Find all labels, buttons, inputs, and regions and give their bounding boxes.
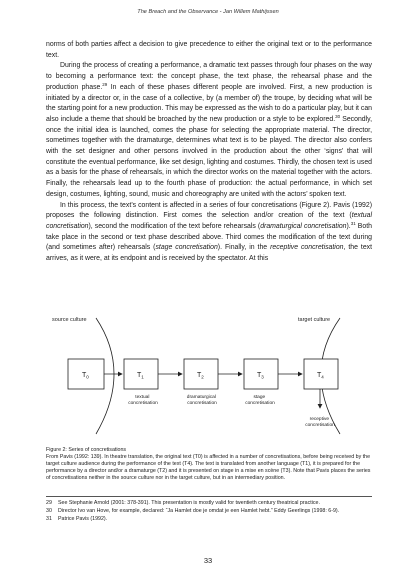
footnote-text: See Stephanie Arnold (2001: 378-391). This presentation is mostly valid for twentieth century theatrical practice. bbox=[58, 500, 320, 506]
term-textual-concretisation: textual concretisation bbox=[46, 212, 372, 230]
paragraph-3 bbox=[46, 201, 372, 265]
figure-caption bbox=[46, 447, 372, 482]
footnote-divider bbox=[46, 496, 372, 497]
body-text bbox=[46, 40, 372, 265]
footnote-ref-31[interactable]: 31 bbox=[350, 220, 356, 226]
textual-concretisation-label: textual concretisation bbox=[128, 395, 158, 406]
receptive-concretisation-label: receptive concretisation bbox=[305, 417, 335, 428]
paragraph-3-part-b: ), second the modification of the text before rehearsals ( bbox=[88, 222, 261, 230]
paragraph-3-part-a: In this process, the text’s content is affected in a series of four concretisations (Figure 2). Pavis (1992) proposes the following distinction. First comes the selection and/or creation of the text ( bbox=[46, 201, 372, 220]
term-receptive-concretisation: receptive concretisation bbox=[270, 244, 344, 252]
box-label-t1: $T_1$ bbox=[137, 372, 144, 380]
dramaturgical-concretisation-label: dramaturgical concretisation bbox=[186, 395, 217, 406]
paragraph-2-part-c: Secondly, once the initial idea is launched, comes the phase for selecting the appropriate material. The director, sometimes together with the dramaturge, determines what text is to be played. The director also confers with the set designer and other persons involved in the production about the other ‘signs’ that will constitute the eventual performance, like set design, lighting and costumes. Thirdly, the chosen text is used as a basis for the phase of rehearsals, in which the director works on the material together with the actors. Finally, the rehearsals lead up to the fourth phase of production: the actual performance, in which set design, costumes, lighting, sound, music and choreography are united with the actors’ spoken text. bbox=[46, 115, 373, 198]
box-label-t0: $T_0$ bbox=[82, 372, 89, 380]
footnote-number: 29 bbox=[46, 500, 52, 506]
source-culture-label: source culture bbox=[52, 317, 87, 323]
footnote-number: 31 bbox=[46, 515, 52, 522]
footnote-ref-30[interactable]: 30 bbox=[335, 113, 341, 119]
paragraph-3-part-e: ). Finally, in the bbox=[217, 244, 271, 252]
box-label-t3: $T_3$ bbox=[257, 372, 264, 380]
footnote-item bbox=[46, 508, 372, 515]
term-stage-concretisation: stage concretisation bbox=[155, 244, 218, 252]
footnotes bbox=[46, 500, 372, 523]
figure-caption-text: From Pavis (1992: 139). In theatre translation, the original text (T0) is affected in a number of concretisations, before being received by the target culture audience during the performance of the text (T4). The text is translated from another language (T1), it is prepared for the performance by a director and/or a dramaturge (T2) and it is presented on stage in a mise en scène (T3). Note that Pavis places the series of concretisations neither in the source culture nor in the target culture, but in an intermediary position. bbox=[46, 454, 371, 481]
stage-concretisation-label: stage concretisation bbox=[245, 395, 275, 406]
page-number: 33 bbox=[203, 556, 213, 565]
paragraph-3-part-d: Both take place in the second or text phase described above. Third comes the modification of the text during (and sometimes after) rehearsals ( bbox=[46, 222, 372, 252]
footnote-number: 30 bbox=[46, 507, 52, 514]
paragraph-1: norms of both parties affect a decision to give precedence to either the original text or to the performance text. bbox=[46, 41, 372, 59]
footnote-item bbox=[46, 516, 372, 523]
footnote-text: Director Ivo van Hove, for example, declared: “Ja Hamlet doe je omdat je een Hamlet hebt.” Eddy Geerlings (1998: 6-9). bbox=[58, 507, 340, 514]
concretisation-diagram bbox=[46, 312, 372, 442]
target-culture-label: target culture bbox=[298, 317, 331, 323]
footnote-text: Patrice Pavis (1992). bbox=[58, 515, 108, 522]
box-label-t4: $T_4$ bbox=[317, 372, 324, 380]
paragraph-3-part-c: ). bbox=[346, 222, 351, 230]
box-label-t2: $T_2$ bbox=[197, 372, 204, 380]
paragraph-3-part-f: , the text arrives, as it were, at its endpoint and is received by the spectator. At this bbox=[46, 244, 373, 263]
paragraph-2 bbox=[46, 61, 372, 200]
term-dramaturgical-concretisation: dramaturgical concretisation bbox=[260, 222, 347, 230]
figure-caption-title: Figure 2: Series of concretisations bbox=[46, 447, 127, 453]
footnote-ref-29[interactable]: 29 bbox=[102, 81, 108, 87]
paragraph-2-part-a: During the process of creating a performance, a dramatic text passes through four phases on the way to becoming a performance text: the concept phase, the text phase, the rehearsal phase and the production phase. bbox=[46, 62, 372, 91]
paragraph-2-part-b: In each of these phases different people are involved. First, a new production is initiated by a director or, in the case of a collective, by (a member of) the troupe, by deciding what will be the starting point for a new production. This may be expressed as the wish to do a particular play, but it can also include a theme that should be broached by the new production or a style to be explored. bbox=[46, 83, 372, 123]
footnote-item bbox=[46, 500, 372, 507]
running-header: The Breach and the Observance - Jan Willem Mathijssen bbox=[137, 9, 279, 15]
